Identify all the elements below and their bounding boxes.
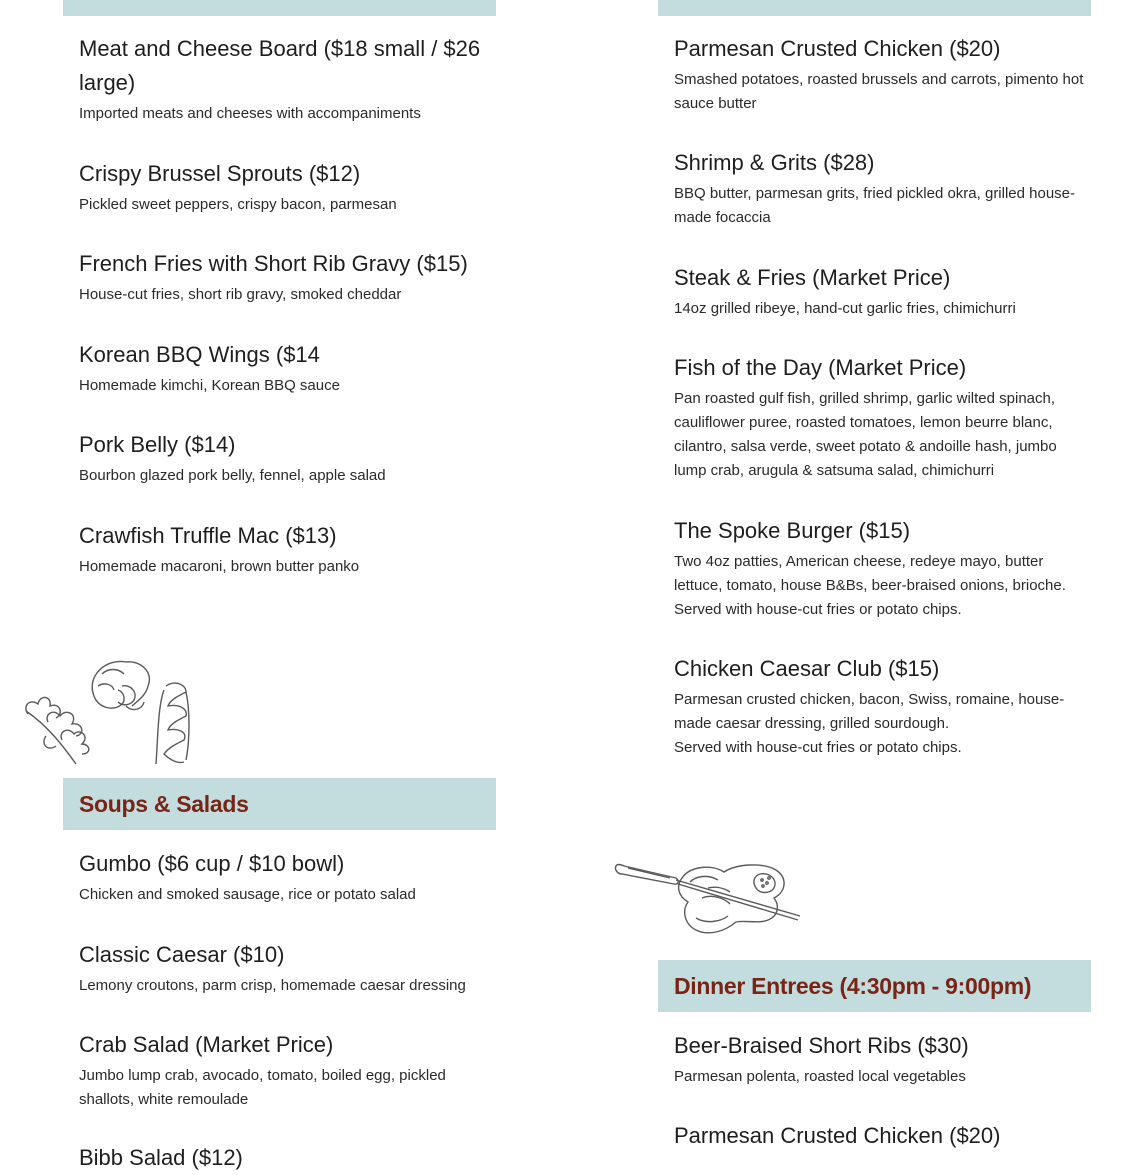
menu-item-meat-cheese-board (79, 32, 494, 126)
menu-item-parmesan-chicken (674, 32, 1089, 116)
menu-item-classic-caesar (79, 938, 494, 998)
item-desc: Parmesan polenta, roasted local vegetables (674, 1068, 966, 1085)
item-desc: Bourbon glazed pork belly, fennel, apple salad (79, 467, 386, 484)
menu-item-fish-of-the-day (674, 351, 1089, 483)
item-name: Parmesan Crusted Chicken ($20) (674, 36, 1001, 61)
item-desc: House-cut fries, short rib gravy, smoked cheddar (79, 286, 402, 303)
lunch-header-bar (658, 0, 1091, 16)
item-name: Steak & Fries (Market Price) (674, 265, 951, 290)
menu-item-korean-bbq-wings (79, 338, 494, 398)
menu-item-crab-salad (79, 1028, 494, 1112)
soups-salads-header (63, 778, 496, 830)
item-name: French Fries with Short Rib Gravy ($15) (79, 251, 468, 276)
steak-fork-illustration (612, 858, 807, 940)
item-name: Beer-Braised Short Ribs ($30) (674, 1033, 969, 1058)
item-name: Crab Salad (Market Price) (79, 1032, 334, 1057)
item-desc-served-with: Served with house-cut fries or potato chips. (674, 739, 962, 756)
item-name: The Spoke Burger ($15) (674, 518, 911, 543)
item-name: Gumbo ($6 cup / $10 bowl) (79, 851, 345, 876)
menu-item-parmesan-chicken-dinner (674, 1119, 1089, 1153)
item-desc: Homemade macaroni, brown butter panko (79, 558, 360, 575)
dinner-entrees-header (658, 960, 1091, 1012)
item-desc: Imported meats and cheeses with accompaniments (79, 105, 421, 122)
menu-item-chicken-caesar-club (674, 652, 1089, 760)
menu-item-crawfish-truffle-mac (79, 519, 494, 579)
item-name: Chicken Caesar Club ($15) (674, 656, 940, 681)
item-desc: Two 4oz patties, American cheese, redeye mayo, butter lettuce, tomato, house B&Bs, beer-braised onions, brioche. (674, 553, 1066, 594)
item-desc: Homemade kimchi, Korean BBQ sauce (79, 377, 340, 394)
menu-item-steak-fries (674, 261, 1089, 321)
item-desc: Smashed potatoes, roasted brussels and carrots, pimento hot sauce butter (674, 71, 1084, 112)
item-name: Crispy Brussel Sprouts ($12) (79, 161, 361, 186)
starters-header-bar (63, 0, 496, 16)
menu-item-crispy-brussel-sprouts (79, 157, 494, 217)
menu-item-bibb-salad (79, 1141, 494, 1175)
item-name: Parmesan Crusted Chicken ($20) (674, 1123, 1001, 1148)
item-desc: Chicken and smoked sausage, rice or potato salad (79, 886, 416, 903)
menu-item-spoke-burger (674, 514, 1089, 622)
item-name: Pork Belly ($14) (79, 432, 236, 457)
item-desc: Parmesan crusted chicken, bacon, Swiss, romaine, house-made caesar dressing, grilled sourdough. (674, 691, 1065, 732)
item-name: Classic Caesar ($10) (79, 942, 285, 967)
item-desc-served-with: Served with house-cut fries or potato chips. (674, 601, 962, 618)
item-desc: Pan roasted gulf fish, grilled shrimp, garlic wilted spinach, cauliflower puree, roasted tomatoes, lemon beurre blanc, cilantro, salsa verde, sweet potato & andoille hash, jumbo lump crab, arugula & satsuma salad, chimichurri (674, 390, 1057, 479)
herb-mushroom-pasta-illustration (18, 656, 193, 771)
item-desc: Lemony croutons, parm crisp, homemade caesar dressing (79, 977, 466, 994)
item-name: Fish of the Day (Market Price) (674, 355, 967, 380)
item-name: Shrimp & Grits ($28) (674, 150, 875, 175)
menu-item-pork-belly (79, 428, 494, 488)
item-name: Bibb Salad ($12) (79, 1145, 243, 1170)
item-name: Korean BBQ Wings ($14 (79, 342, 320, 367)
item-name: Crawfish Truffle Mac ($13) (79, 523, 337, 548)
menu-item-short-ribs (674, 1029, 1089, 1089)
section-title: Dinner Entrees (4:30pm - 9:00pm) (674, 972, 1032, 999)
menu-item-french-fries (79, 247, 494, 307)
item-desc: BBQ butter, parmesan grits, fried pickled okra, grilled house-made focaccia (674, 185, 1076, 226)
item-desc: Pickled sweet peppers, crispy bacon, parmesan (79, 196, 397, 213)
item-name: Meat and Cheese Board ($18 small / $26 large) (79, 36, 481, 95)
section-title: Soups & Salads (79, 790, 249, 817)
item-desc: Jumbo lump crab, avocado, tomato, boiled egg, pickled shallots, white remoulade (79, 1067, 446, 1108)
item-desc: 14oz grilled ribeye, hand-cut garlic fries, chimichurri (674, 300, 1016, 317)
menu-item-gumbo (79, 847, 494, 907)
menu-item-shrimp-grits (674, 146, 1089, 230)
